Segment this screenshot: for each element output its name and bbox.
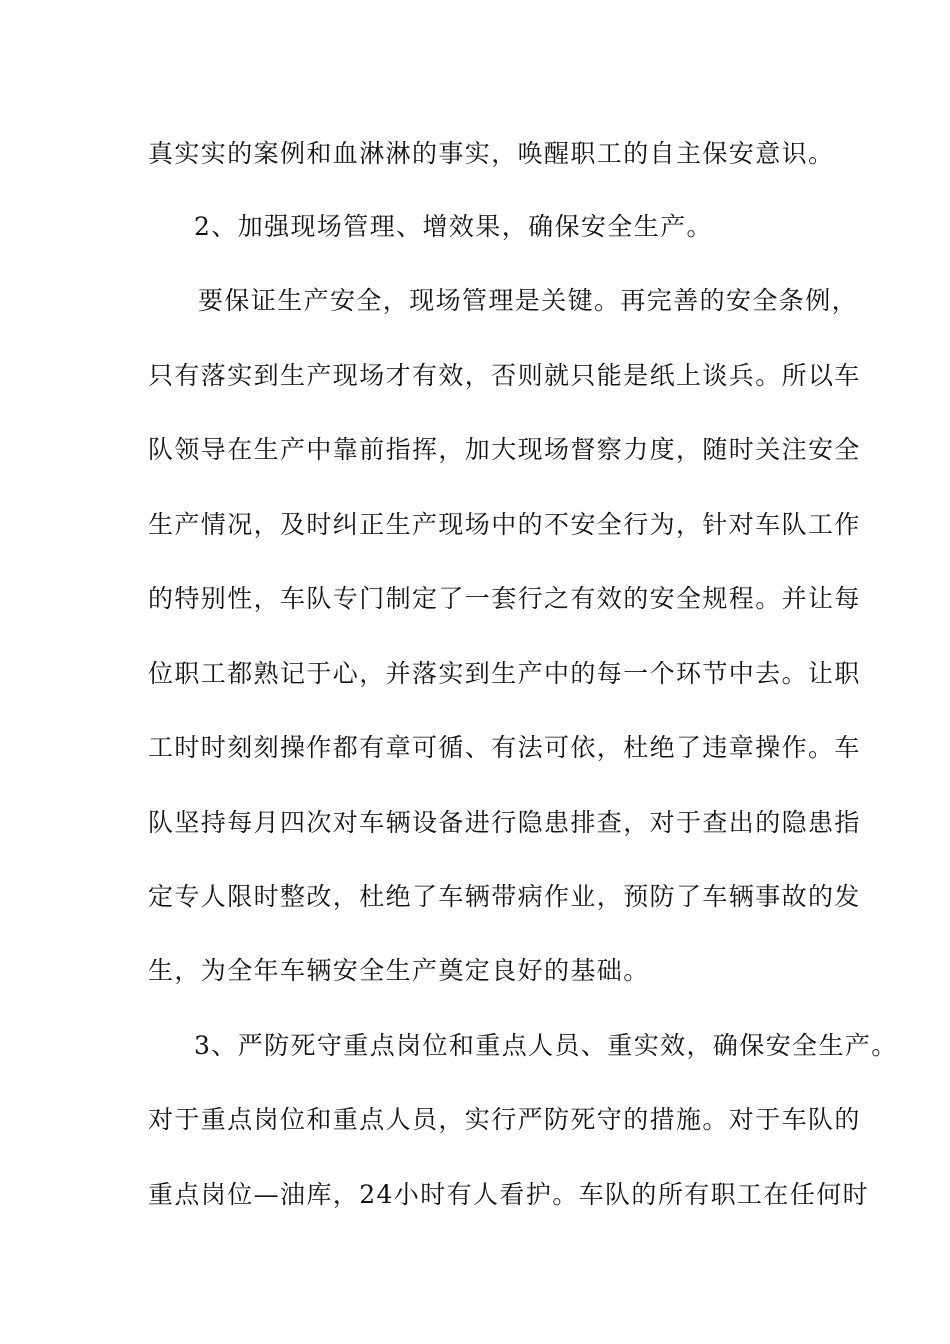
text-line-15: 重点岗位—油库，24小时有人看护。车队的所有职工在任何时 [148,1180,870,1209]
section-heading-2: 2、加强现场管理、增效果，确保安全生产。 [194,212,713,241]
text-line-14: 对于重点岗位和重点人员，实行严防死守的措施。对于车队的 [148,1105,861,1134]
text-line-7: 的特别性，车队专门制定了一套行之有效的安全规程。并让每 [148,584,861,613]
text-line-1: 真实实的案例和血淋淋的事实，唤醒职工的自主保安意识。 [148,139,835,168]
text-line-6: 生产情况，及时纠正生产现场中的不安全行为，针对车队工作 [148,510,861,539]
text-line-8: 位职工都熟记于心，并落实到生产中的每一个环节中去。让职 [148,659,861,688]
section-heading-3: 3、严防死守重点岗位和重点人员、重实效，确保安全生产。 [194,1031,898,1060]
text-line-12: 生，为全年车辆安全生产奠定良好的基础。 [148,956,650,985]
paragraph-start-line: 要保证生产安全，现场管理是关键。再完善的安全条例， [198,286,859,315]
text-line-4: 只有落实到生产现场才有效，否则就只能是纸上谈兵。所以车 [148,361,861,390]
text-line-5: 队领导在生产中靠前指挥，加大现场督察力度，随时关注安全 [148,435,861,464]
text-line-10: 队坚持每月四次对车辆设备进行隐患排查，对于查出的隐患指 [148,808,861,837]
text-line-9: 工时时刻刻操作都有章可循、有法可依，杜绝了违章操作。车 [148,733,861,762]
text-line-11: 定专人限时整改，杜绝了车辆带病作业，预防了车辆事故的发 [148,882,861,911]
